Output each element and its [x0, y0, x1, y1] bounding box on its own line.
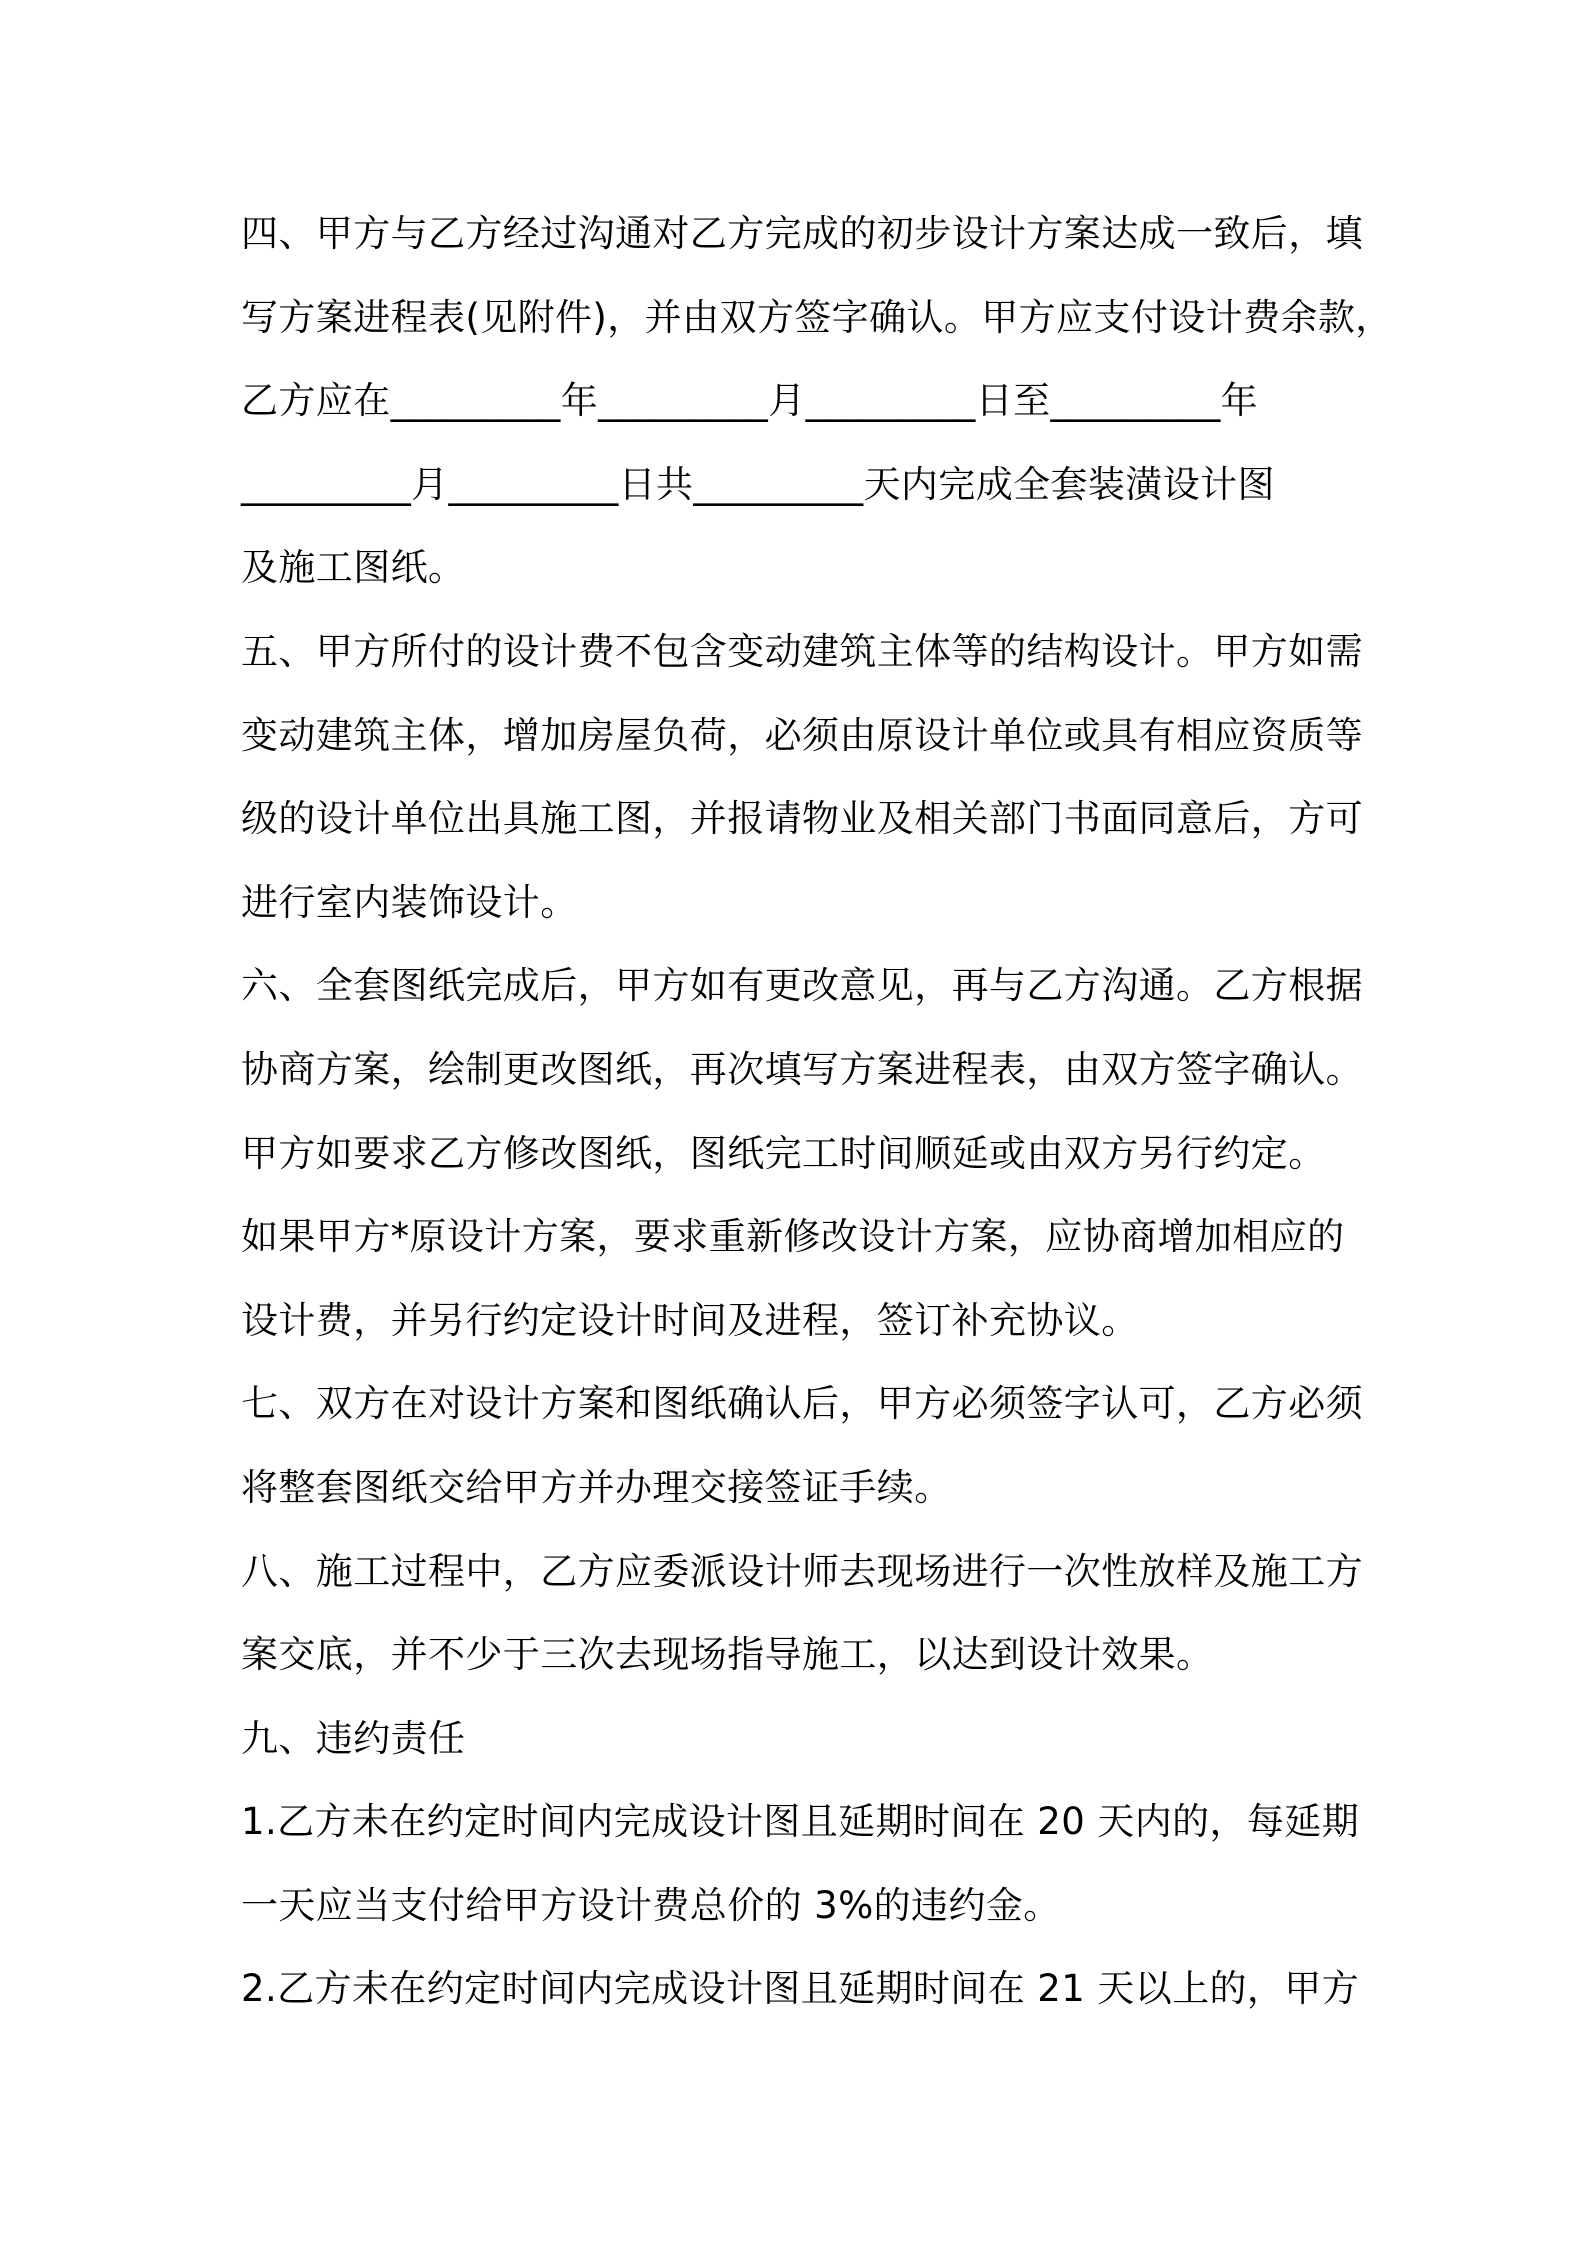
clause-9-item-1-line-2: 一天应当支付给甲方设计费总价的 3%的违约金。 — [241, 1883, 1061, 1927]
clause-4-line-4: _________月_________日共_________天内完成全套装潢设计图 — [241, 462, 1275, 506]
clause-7-line-2: 将整套图纸交给甲方并办理交接签证手续。 — [241, 1465, 952, 1509]
clause-5-line-1: 五、甲方所付的设计费不包含变动建筑主体等的结构设计。甲方如需 — [241, 629, 1363, 673]
clause-5-line-2: 变动建筑主体，增加房屋负荷，必须由原设计单位或具有相应资质等 — [241, 713, 1363, 757]
clause-6-line-1: 六、全套图纸完成后，甲方如有更改意见，再与乙方沟通。乙方根据 — [241, 964, 1363, 1008]
clause-7-line-1: 七、双方在对设计方案和图纸确认后，甲方必须签字认可，乙方必须 — [241, 1382, 1363, 1426]
clause-9-heading: 九、违约责任 — [241, 1716, 466, 1760]
clause-4-line-2: 写方案进程表(见附件)，并由双方签字确认。甲方应支付设计费余款， — [241, 295, 1393, 339]
clause-8-line-1: 八、施工过程中，乙方应委派设计师去现场进行一次性放样及施工方 — [241, 1549, 1363, 1593]
clause-4-line-3: 乙方应在_________年_________月_________日至_________年 — [241, 379, 1258, 423]
contract-body — [241, 192, 1393, 2031]
clause-9-item-2-line-1: 2.乙方未在约定时间内完成设计图且延期时间在 21 天以上的，甲方 — [241, 1967, 1360, 2011]
clause-6-line-3: 甲方如要求乙方修改图纸，图纸完工时间顺延或由双方另行约定。 — [241, 1131, 1326, 1175]
clause-4-line-5: 及施工图纸。 — [241, 546, 466, 590]
clause-4-line-1: 四、甲方与乙方经过沟通对乙方完成的初步设计方案达成一致后，填 — [241, 212, 1363, 255]
clause-5-line-4: 进行室内装饰设计。 — [241, 880, 578, 924]
clause-8-line-2: 案交底，并不少于三次去现场指导施工，以达到设计效果。 — [241, 1633, 1214, 1677]
clause-6-line-2: 协商方案，绘制更改图纸，再次填写方案进程表，由双方签字确认。 — [241, 1047, 1363, 1091]
clause-5-line-3: 级的设计单位出具施工图，并报请物业及相关部门书面同意后，方可 — [241, 797, 1363, 841]
clause-9-item-1-line-1: 1.乙方未在约定时间内完成设计图且延期时间在 20 天内的，每延期 — [241, 1800, 1360, 1844]
clause-6-line-4: 如果甲方*原设计方案，要求重新修改设计方案，应协商增加相应的 — [241, 1215, 1345, 1259]
clause-6-line-5: 设计费，并另行约定设计时间及进程，签订补充协议。 — [241, 1298, 1139, 1342]
